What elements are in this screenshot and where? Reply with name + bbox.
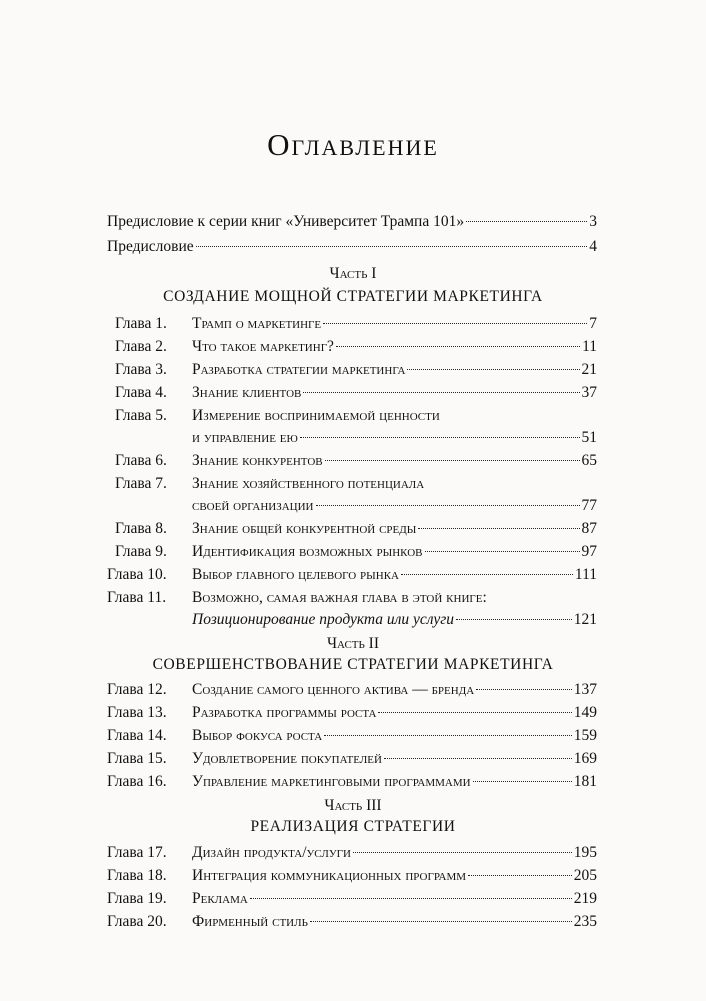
- entry-page: 219: [573, 890, 597, 907]
- entry-title: Возможно, самая важная глава в этой книге:: [192, 589, 487, 606]
- chapter-number: Глава 6.: [115, 452, 167, 469]
- entry-title: Предисловие: [107, 238, 194, 255]
- chapter-number: Глава 8.: [115, 520, 167, 537]
- entry-title-continued: своей организации: [192, 497, 314, 514]
- chapter-number: Глава 10.: [107, 566, 167, 583]
- entry-page: 149: [573, 704, 597, 721]
- entry-title: Фирменный стиль: [192, 913, 308, 930]
- leader-dots: [300, 437, 580, 438]
- leader-dots: [466, 221, 587, 222]
- chapter-number: Глава 12.: [107, 681, 167, 698]
- entry-title: Удовлетворение покупателей: [192, 750, 382, 767]
- entry-page: 235: [573, 913, 597, 930]
- chapter-number: Глава 17.: [107, 844, 167, 861]
- part-label: Часть I: [329, 265, 377, 282]
- chapter-number: Глава 9.: [115, 543, 167, 560]
- toc-entry-chapter[interactable]: [115, 337, 597, 357]
- leader-dots: [473, 781, 572, 782]
- leader-dots: [425, 551, 580, 552]
- entry-title: Предисловие к серии книг «Университет Трампа 101»: [107, 213, 465, 230]
- part-title: СОВЕРШЕНСТВОВАНИЕ СТРАТЕГИИ МАРКЕТИНГА: [152, 656, 554, 673]
- entry-page: 159: [573, 727, 597, 744]
- leader-dots: [325, 460, 580, 461]
- entry-title: Знание хозяйственного потенциала: [192, 475, 425, 492]
- entry-title: Измерение воспринимаемой ценности: [192, 407, 440, 424]
- leader-dots: [310, 921, 572, 922]
- entry-page: 169: [573, 750, 597, 767]
- chapter-number: Глава 2.: [115, 338, 167, 355]
- entry-title: Что такое маркетинг?: [192, 338, 334, 355]
- part-label: Часть II: [326, 635, 380, 652]
- entry-title: Разработка программы роста: [192, 704, 377, 721]
- toc-entry-chapter[interactable]: [115, 406, 597, 426]
- entry-title: Разработка стратегии маркетинга: [192, 361, 406, 378]
- toc-entry-chapter[interactable]: [107, 843, 597, 863]
- entry-page: 87: [581, 520, 597, 537]
- entry-page: 51: [581, 429, 597, 446]
- leader-dots: [384, 758, 572, 759]
- leader-dots: [401, 574, 573, 575]
- entry-title: Дизайн продукта/услуги: [192, 844, 351, 861]
- entry-title: Знание общей конкурентной среды: [192, 520, 417, 537]
- entry-title: Знание клиентов: [192, 384, 302, 401]
- toc-entry-chapter[interactable]: [107, 680, 597, 700]
- leader-dots: [468, 875, 572, 876]
- toc-entry-chapter[interactable]: [115, 542, 597, 562]
- chapter-number: Глава 11.: [107, 589, 167, 606]
- entry-page: 77: [581, 497, 597, 514]
- chapter-number: Глава 16.: [107, 773, 167, 790]
- entry-title: Интеграция коммуникационных программ: [192, 867, 467, 884]
- leader-dots: [336, 346, 580, 347]
- entry-page: 11: [582, 338, 597, 355]
- entry-title: Выбор главного целевого рынка: [192, 566, 399, 583]
- chapter-number: Глава 20.: [107, 913, 167, 930]
- leader-dots: [324, 735, 572, 736]
- entry-title: Трамп о маркетинге: [192, 315, 322, 332]
- chapter-number: Глава 5.: [115, 407, 167, 424]
- toc-entry-series-preface[interactable]: [107, 212, 597, 232]
- leader-dots: [407, 369, 579, 370]
- toc-entry-chapter[interactable]: [107, 726, 597, 746]
- toc-entry-chapter[interactable]: [115, 383, 597, 403]
- toc-entry-chapter[interactable]: [107, 565, 597, 585]
- leader-dots: [418, 528, 579, 529]
- entry-title-continued: Позиционирование продукта или услуги: [192, 611, 455, 628]
- leader-dots: [316, 505, 580, 506]
- part-label: Часть III: [324, 797, 382, 814]
- toc-entry-chapter[interactable]: [107, 889, 597, 909]
- entry-page: 205: [573, 867, 597, 884]
- chapter-number: Глава 4.: [115, 384, 167, 401]
- toc-entry-continuation[interactable]: [192, 610, 597, 630]
- chapter-number: Глава 3.: [115, 361, 167, 378]
- toc-entry-chapter[interactable]: [115, 314, 597, 334]
- leader-dots: [476, 689, 572, 690]
- toc-entry-chapter[interactable]: [107, 749, 597, 769]
- toc-entry-chapter[interactable]: [115, 451, 597, 471]
- leader-dots: [196, 246, 588, 247]
- entry-page: 181: [573, 773, 597, 790]
- entry-page: 97: [581, 543, 597, 560]
- chapter-number: Глава 1.: [115, 315, 167, 332]
- toc-entry-preface[interactable]: [107, 237, 597, 257]
- chapter-number: Глава 18.: [107, 867, 167, 884]
- leader-dots: [303, 392, 579, 393]
- entry-title: Создание самого ценного актива — бренда: [192, 681, 475, 698]
- leader-dots: [353, 852, 572, 853]
- toc-entry-chapter[interactable]: [107, 703, 597, 723]
- toc-entry-continuation[interactable]: [192, 496, 597, 516]
- leader-dots: [250, 898, 572, 899]
- entry-page: 137: [573, 681, 597, 698]
- toc-entry-chapter[interactable]: [115, 474, 597, 494]
- toc-entry-chapter[interactable]: [107, 866, 597, 886]
- chapter-number: Глава 19.: [107, 890, 167, 907]
- leader-dots: [378, 712, 571, 713]
- chapter-number: Глава 13.: [107, 704, 167, 721]
- chapter-number: Глава 15.: [107, 750, 167, 767]
- entry-page: 21: [581, 361, 597, 378]
- chapter-number: Глава 7.: [115, 475, 167, 492]
- entry-page: 121: [573, 611, 597, 628]
- page-title: Оглавление: [267, 127, 439, 162]
- part-title: СОЗДАНИЕ МОЩНОЙ СТРАТЕГИИ МАРКЕТИНГА: [163, 288, 543, 305]
- toc-entry-chapter[interactable]: [107, 772, 597, 792]
- entry-page: 111: [574, 566, 597, 583]
- leader-dots: [456, 619, 572, 620]
- entry-page: 195: [573, 844, 597, 861]
- toc-entry-chapter[interactable]: [115, 360, 597, 380]
- toc-entry-chapter[interactable]: [107, 912, 597, 932]
- entry-title-continued: и управление ею: [192, 429, 298, 446]
- entry-title: Реклама: [192, 890, 248, 907]
- part-title: РЕАЛИЗАЦИЯ СТРАТЕГИИ: [250, 818, 456, 835]
- toc-entry-continuation[interactable]: [192, 428, 597, 448]
- entry-page: 7: [589, 315, 597, 332]
- entry-page: 37: [581, 384, 597, 401]
- entry-page: 4: [589, 238, 597, 255]
- toc-entry-chapter[interactable]: [115, 519, 597, 539]
- leader-dots: [323, 323, 587, 324]
- entry-title: Знание конкурентов: [192, 452, 323, 469]
- entry-title: Идентификация возможных рынков: [192, 543, 423, 560]
- entry-title: Выбор фокуса роста: [192, 727, 323, 744]
- entry-page: 65: [581, 452, 597, 469]
- chapter-number: Глава 14.: [107, 727, 167, 744]
- toc-entry-chapter[interactable]: [107, 588, 597, 608]
- entry-page: 3: [589, 213, 597, 230]
- entry-title: Управление маркетинговыми программами: [192, 773, 471, 790]
